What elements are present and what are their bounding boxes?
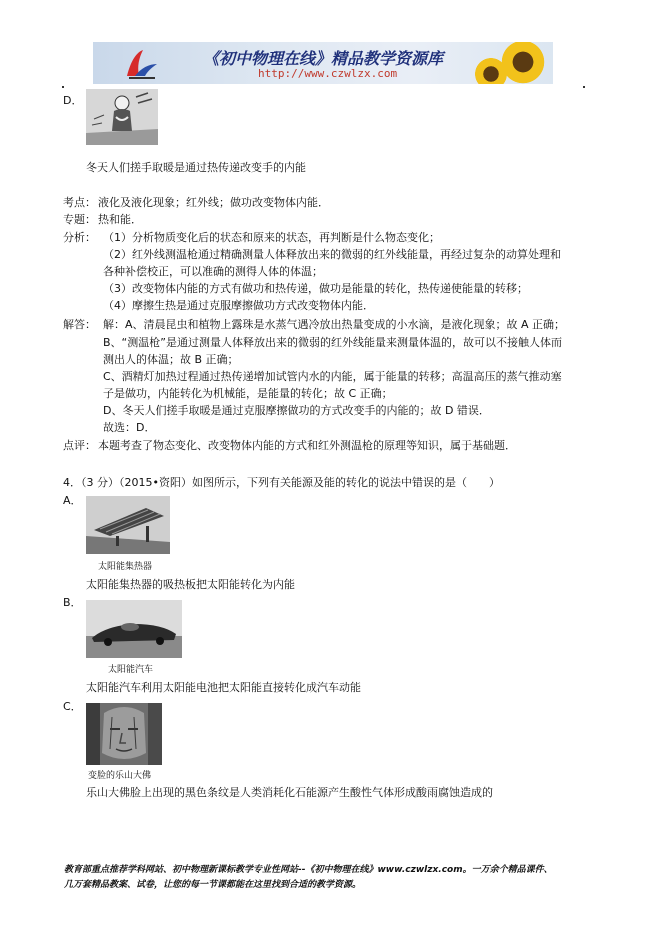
jieda-line: C、酒精灯加热过程通过热传递增加试管内水的内能，属于能量的转移；高温高压的蒸气推动塞 [103, 370, 562, 383]
dianping-text: 本题考查了物态变化、改变物体内能的方式和红外测温枪的原理等知识，属于基础题． [98, 439, 516, 452]
option-a-caption: 太阳能集热器 [98, 562, 153, 572]
kaodian-label: 考点： [63, 196, 96, 209]
zhuanti-text: 热和能． [98, 213, 142, 226]
option-b-label: B． [63, 596, 82, 609]
option-c-label: C． [63, 700, 82, 713]
option-c-caption: 变脸的乐山大佛 [88, 771, 152, 781]
fenxi-line: （3）改变物体内能的方式有做功和热传递，做功是能量的转化，热传递使能量的转移； [103, 282, 528, 295]
zhuanti-label: 专题： [63, 213, 96, 226]
jieda-line: 解：A、清晨昆虫和植物上露珠是水蒸气遇冷放出热量变成的小水滴，是液化现象；故 A 正确； [103, 318, 566, 331]
header-dot-left [62, 86, 64, 88]
fenxi-line: （1）分析物质变化后的状态和原来的状态，再判断是什么物态变化； [103, 231, 440, 244]
site-logo [121, 46, 161, 80]
rubbing-hands-illustration [86, 89, 158, 145]
option-b-caption: 太阳能汽车 [108, 665, 154, 675]
footer-line-1: 教育部重点推荐学科网站、初中物理新课标教学专业性网站--《初中物理在线》www.czwlzx.com。一万余个精品课件、 [64, 865, 553, 875]
jieda-line: 故选：D． [103, 421, 156, 434]
option-c-text: 乐山大佛脸上出现的黑色条纹是人类消耗化石能源产生酸性气体形成酸雨腐蚀造成的 [86, 786, 493, 799]
option-a-text: 太阳能集热器的吸热板把太阳能转化为内能 [86, 578, 295, 591]
fenxi-line: （2）红外线测温枪通过精确测量人体释放出来的微弱的红外线能量，再经过复杂的动算处理和 [103, 248, 561, 261]
solar-collector-photo [86, 496, 170, 554]
leshan-buddha-photo [86, 703, 162, 765]
option-d-label: D． [63, 94, 83, 107]
header-dot-right [583, 86, 585, 88]
sunflower-decoration-small [473, 56, 509, 84]
fenxi-label: 分析： [63, 231, 96, 244]
jieda-line: B、“测温枪”是通过测量人体释放出来的微弱的红外线能量来测量体温的，故可以不接触人体而 [103, 336, 562, 349]
footer-line-2: 几万套精品教案、试卷，让您的每一节课都能在这里找到合适的教学资源。 [64, 880, 362, 890]
jieda-line: 子是做功，内能转化为机械能，是能量的转化；故 C 正确； [103, 387, 393, 400]
jieda-line: D、冬天人们搓手取暖是通过克服摩擦做功的方式改变手的内能的；故 D 错误． [103, 404, 490, 417]
banner-url[interactable]: http://www.czwlzx.com [258, 67, 398, 80]
fenxi-line: （4）摩擦生热是通过克服摩擦做功方式改变物体内能． [103, 299, 374, 312]
kaodian-text: 液化及液化现象；红外线；做功改变物体内能． [98, 196, 329, 209]
option-d-text: 冬天人们搓手取暖是通过热传递改变手的内能 [86, 161, 306, 174]
question4-stem: 4．（3 分）（2015•资阳）如图所示，下列有关能源及能的转化的说法中错误的是（ ） [63, 476, 500, 489]
dianping-label: 点评： [63, 439, 96, 452]
banner-title: 《初中物理在线》精品教学资源库 [203, 49, 444, 68]
jieda-line: 测出人的体温；故 B 正确； [103, 353, 239, 366]
fenxi-line: 各种补偿校正，可以准确的测得人体的体温； [103, 265, 323, 278]
header-banner [93, 42, 553, 84]
jieda-label: 解答： [63, 318, 96, 331]
option-a-label: A． [63, 494, 82, 507]
option-b-text: 太阳能汽车利用太阳能电池把太阳能直接转化成汽车动能 [86, 681, 361, 694]
solar-car-photo [86, 600, 182, 658]
